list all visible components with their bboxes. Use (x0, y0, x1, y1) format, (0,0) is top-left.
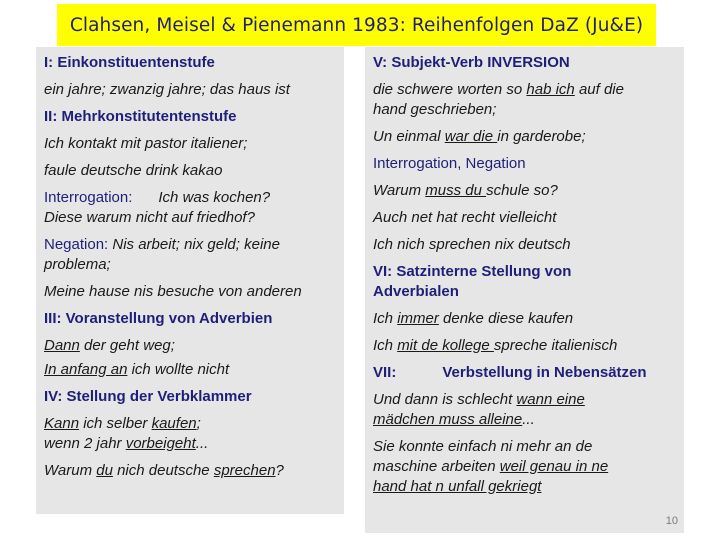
text: Ich (373, 337, 398, 354)
negation-example-3: Meine hause nis besuche von anderen (44, 283, 302, 300)
stage-5-example-1b: hand geschrieben; (373, 101, 497, 118)
stage-2-heading: II: Mehrkonstitutentenstufe (44, 108, 237, 125)
stage-7-example-5 (373, 477, 684, 497)
highlight: hand hat n unfall gekriegt (373, 478, 542, 495)
right-column (365, 47, 684, 533)
stage-5-example-4: Auch net hat recht vielleicht (373, 209, 557, 226)
interrogation-label: Interrogation: (44, 189, 133, 206)
stage-6-example-1 (373, 309, 684, 329)
highlight: wann eine (516, 391, 585, 408)
stage-3-example-2 (44, 360, 344, 380)
stage-5-subheading: Interrogation, Negation (373, 155, 526, 172)
page-number: 10 (665, 515, 678, 527)
stage-4-example-1 (44, 414, 344, 434)
stage-7-number: VII: (373, 364, 397, 381)
text: spreche italienisch (493, 337, 618, 354)
negation-example-2: problema; (44, 256, 111, 273)
highlight: Dann (44, 337, 80, 354)
interrogation-line (44, 188, 344, 208)
stage-1-example: ein jahre; zwanzig jahre; das haus ist (44, 81, 290, 98)
stage-6-example-2 (373, 336, 684, 356)
text: der geht weg; (79, 337, 175, 354)
highlight: vorbeigeht (125, 435, 196, 452)
text: auf die (574, 81, 624, 98)
text: ich selber (79, 415, 152, 432)
text: die schwere worten so (373, 81, 527, 98)
stage-4-heading: IV: Stellung der Verbklammer (44, 388, 252, 405)
stage-6-heading-1: VI: Satzinterne Stellung von (373, 263, 572, 280)
highlight: sprechen (213, 462, 276, 479)
highlight: mädchen muss alleine (373, 411, 523, 428)
highlight: kaufen (151, 415, 197, 432)
text: schule so? (486, 182, 558, 199)
slide-title: Clahsen, Meisel & Pienemann 1983: Reihenfolgen DaZ (Ju&E) (69, 14, 644, 36)
highlight: war die (444, 128, 498, 145)
text: denke diese kaufen (438, 310, 574, 327)
stage-7-example-1 (373, 390, 684, 410)
text: ; (196, 415, 201, 432)
stage-6-heading-2: Adverbialen (373, 283, 459, 300)
text: ? (275, 462, 284, 479)
stage-7-example-4 (373, 457, 684, 477)
stage-4-example-2 (44, 434, 344, 454)
text: ich wollte nicht (127, 361, 230, 378)
text: wenn 2 jahr (44, 435, 126, 452)
interrogation-example: Ich was kochen? (158, 189, 271, 206)
negation-line (44, 235, 344, 255)
highlight: immer (397, 310, 439, 327)
left-column (36, 47, 344, 514)
text: maschine arbeiten (373, 458, 500, 475)
stage-1-heading: I: Einkonstituentenstufe (44, 54, 215, 71)
title-banner (57, 4, 656, 46)
text: Ich (373, 310, 398, 327)
stage-7-heading (373, 363, 684, 383)
highlight: muss du (425, 182, 487, 199)
text: Warum (44, 462, 97, 479)
negation-example: Nis arbeit; nix geld; keine (108, 236, 280, 253)
stage-7-example-2 (373, 410, 684, 430)
highlight: mit de kollege (397, 337, 494, 354)
highlight: hab ich (526, 81, 575, 98)
text: Warum (373, 182, 426, 199)
text: ... (522, 411, 535, 428)
highlight: weil genau in ne (499, 458, 609, 475)
highlight: Kann (44, 415, 80, 432)
text: ... (195, 435, 209, 452)
stage-3-heading: III: Voranstellung von Adverbien (44, 310, 273, 327)
highlight: In anfang an (44, 361, 128, 378)
stage-5-example-2 (373, 127, 684, 147)
stage-2-example-1: Ich kontakt mit pastor italiener; (44, 135, 248, 152)
interrogation-example-2: Diese warum nicht auf friedhof? (44, 209, 255, 226)
stage-5-example-1 (373, 80, 684, 100)
stage-4-example-3 (44, 461, 344, 481)
stage-5-example-5: Ich nich sprechen nix deutsch (373, 236, 571, 253)
stage-2-example-2: faule deutsche drink kakao (44, 162, 223, 179)
text: in garderobe; (497, 128, 586, 145)
highlight: du (96, 462, 113, 479)
text: nich deutsche (112, 462, 214, 479)
stage-5-example-3 (373, 181, 684, 201)
stage-7-title: Verbstellung in Nebensätzen (442, 364, 647, 381)
stage-5-heading: V: Subjekt-Verb INVERSION (373, 54, 570, 71)
text: Und dann is schlecht (373, 391, 517, 408)
stage-7-example-3: Sie konnte einfach ni mehr an de (373, 438, 593, 455)
stage-3-example-1 (44, 336, 344, 356)
negation-label: Negation: (44, 236, 109, 253)
text: Un einmal (373, 128, 445, 145)
